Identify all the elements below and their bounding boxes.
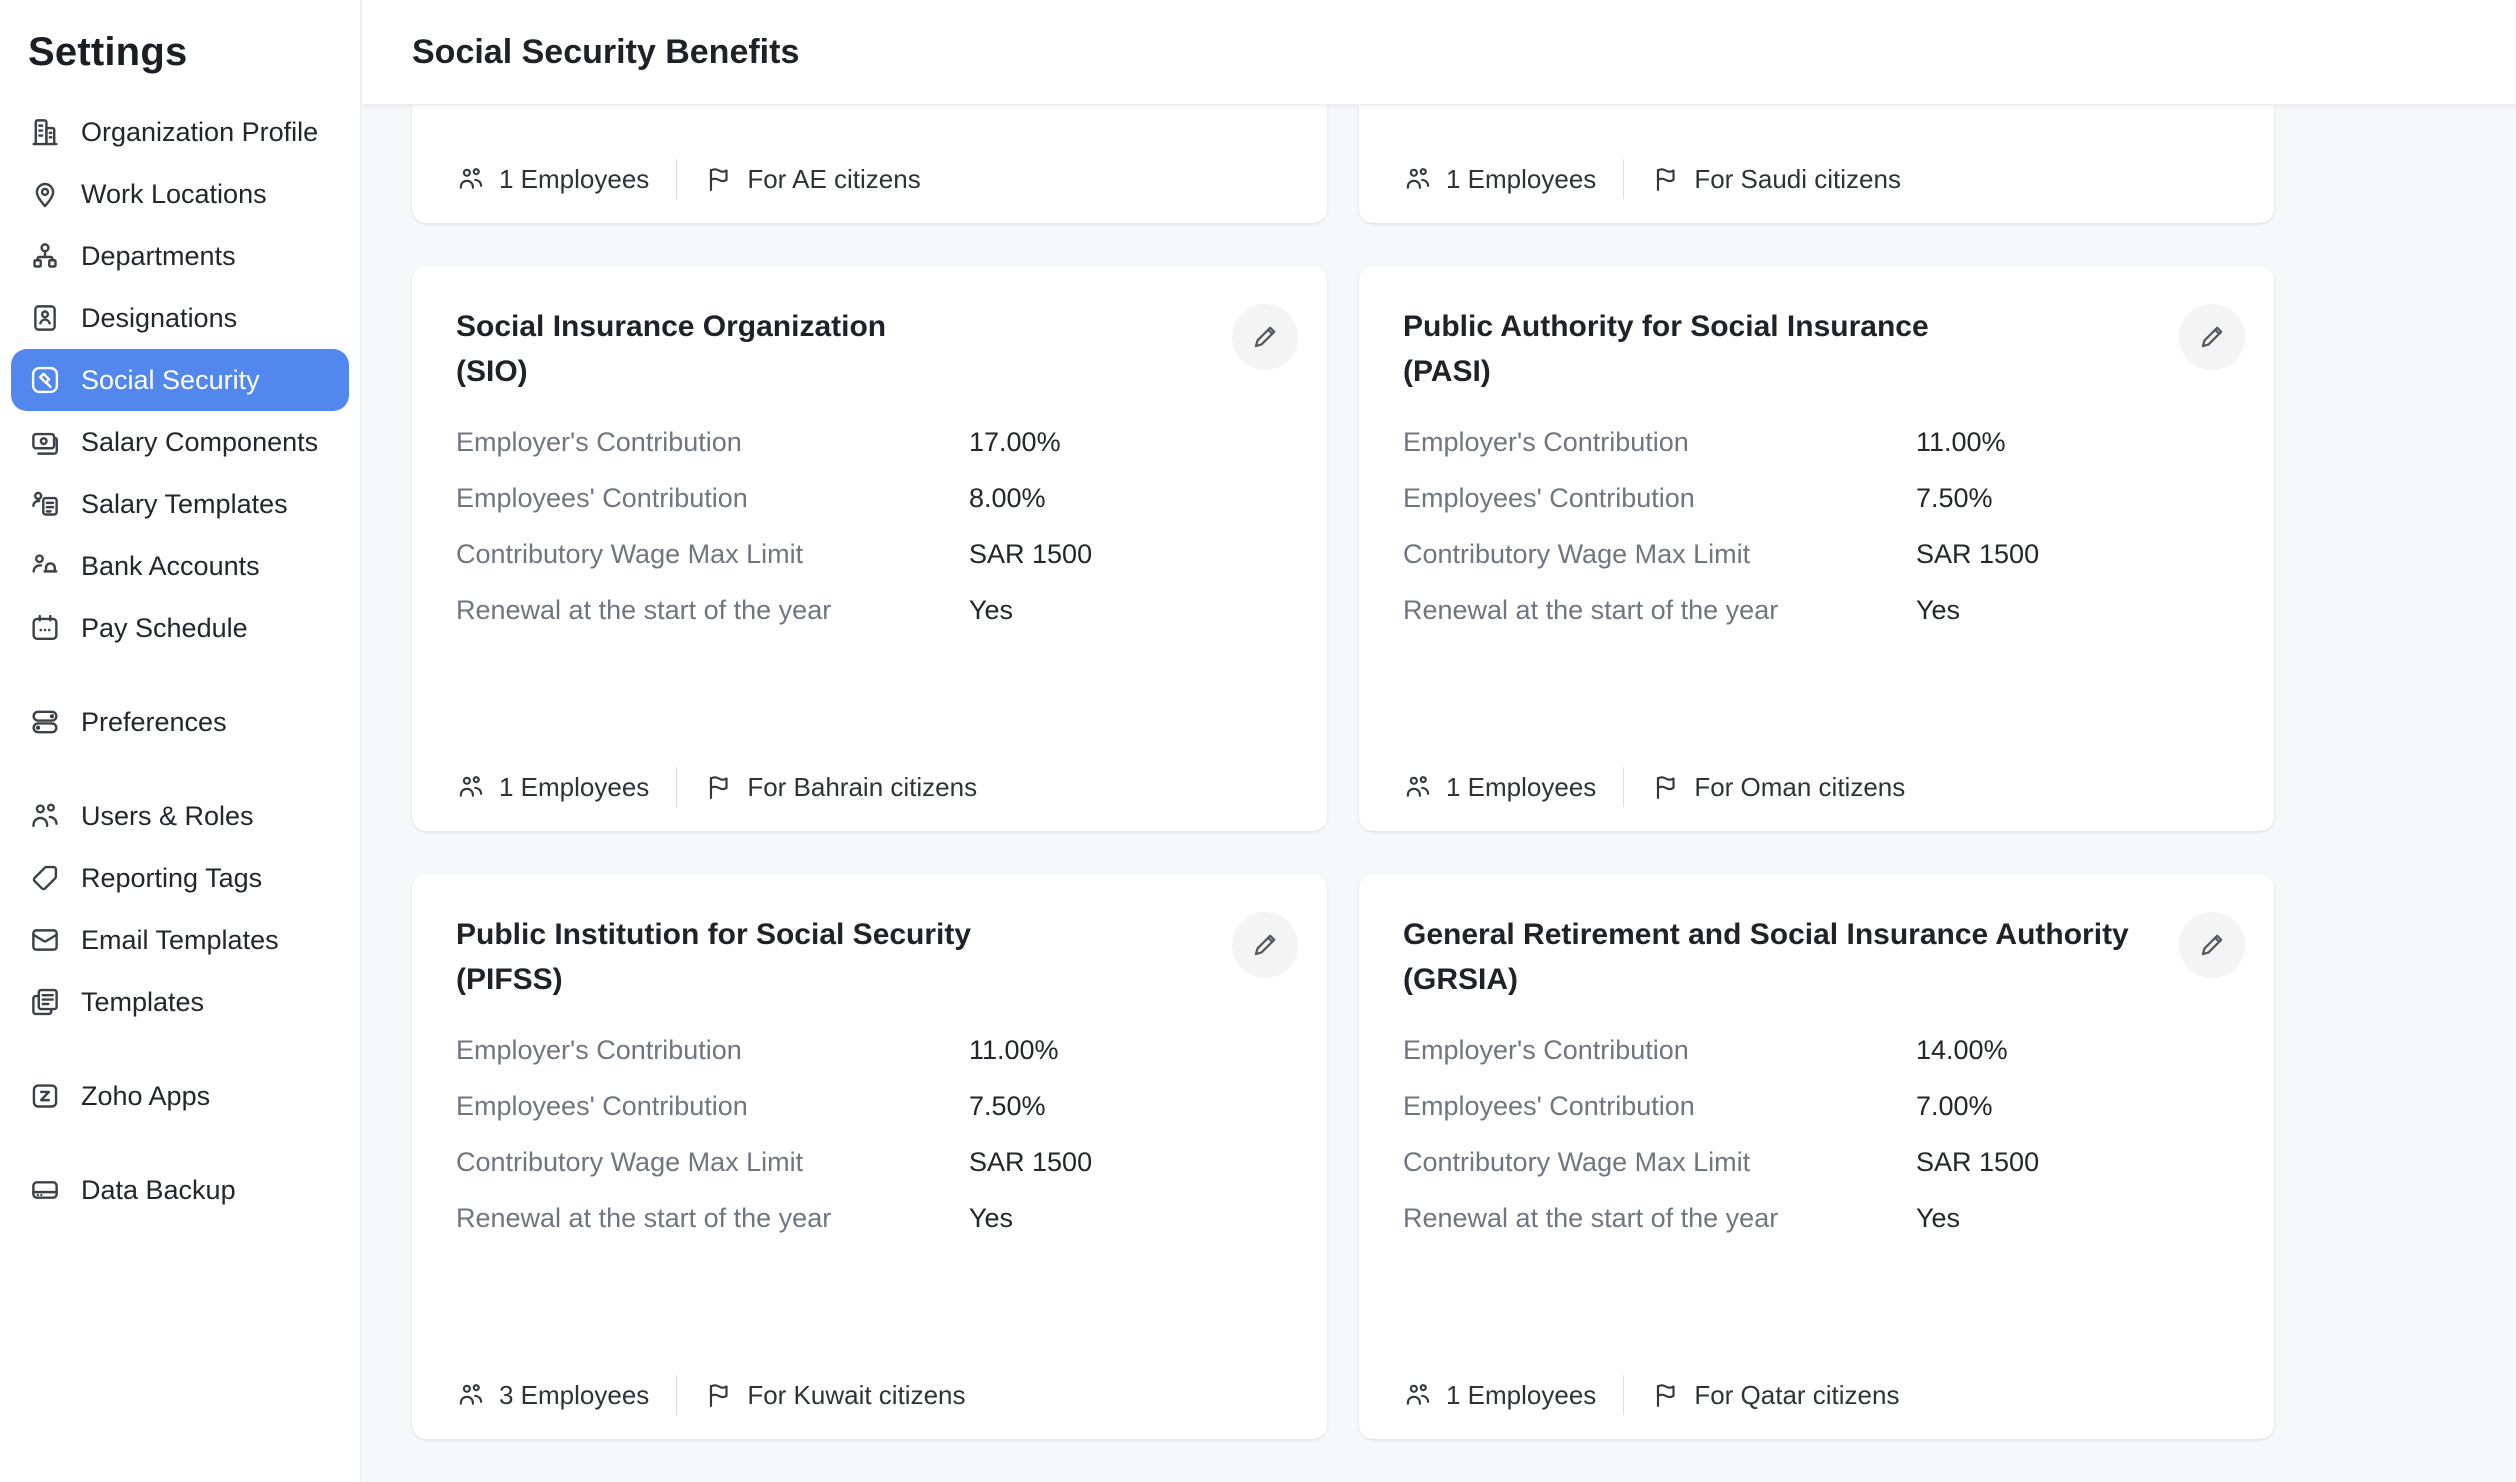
field-row: Contributory Wage Max Limit SAR 1500: [1403, 1147, 2040, 1177]
salary-components-icon: [28, 425, 62, 459]
footer-divider: [676, 767, 677, 807]
main-area: [362, 0, 2516, 1482]
templates-icon: [28, 985, 62, 1019]
citizens-label: For Saudi citizens: [1694, 163, 1901, 194]
employees-icon: [1403, 164, 1433, 194]
sidebar-item-label: Departments: [81, 240, 236, 271]
card-fields: [456, 1022, 1283, 1246]
field-row: Renewal at the start of the year Yes: [1403, 1203, 1961, 1233]
sidebar-title: Settings: [28, 30, 188, 74]
benefits-card-grid: [412, 105, 2516, 1439]
footer-divider: [676, 1375, 677, 1415]
sidebar-item-label: Salary Components: [81, 426, 319, 457]
card-footer: [456, 159, 1283, 199]
sidebar-item-organization-profile[interactable]: [11, 101, 349, 163]
employees-icon: [1403, 772, 1433, 802]
edit-pifss-button[interactable]: [1232, 912, 1298, 978]
flag-icon: [1651, 1380, 1681, 1410]
sidebar-item-label: Organization Profile: [81, 116, 319, 147]
users-roles-icon: [28, 799, 62, 833]
sidebar-item-label: Work Locations: [81, 178, 267, 209]
work-locations-icon: [28, 177, 62, 211]
departments-icon: [28, 239, 62, 273]
field-row: Renewal at the start of the year Yes: [456, 595, 1014, 625]
page-title: Social Security Benefits: [412, 32, 800, 71]
page-header: [362, 0, 2516, 105]
email-templates-icon: [28, 923, 62, 957]
citizens-label: For Kuwait citizens: [747, 1379, 966, 1410]
card-fields: [1403, 414, 2230, 638]
card-title: Public Authority for Social Insurance (PASI): [1403, 310, 1929, 388]
sidebar-item-label: Bank Accounts: [81, 550, 260, 581]
flag-icon: [704, 772, 734, 802]
card-fields: [456, 414, 1283, 638]
employees-count: 1 Employees: [499, 771, 650, 802]
organization-profile-icon: [28, 115, 62, 149]
flag-icon: [1651, 164, 1681, 194]
bank-accounts-icon: [28, 549, 62, 583]
card-footer: [1403, 767, 2230, 807]
footer-divider: [1623, 1375, 1624, 1415]
edit-sio-button[interactable]: [1232, 304, 1298, 370]
sidebar-item-designations[interactable]: [11, 287, 349, 349]
sidebar-item-label: Zoho Apps: [81, 1080, 211, 1111]
flag-icon: [704, 164, 734, 194]
sidebar-item-label: Social Security: [81, 364, 260, 395]
salary-templates-icon: [28, 487, 62, 521]
flag-icon: [1651, 772, 1681, 802]
sidebar-item-label: Pay Schedule: [81, 612, 248, 643]
sidebar-item-reporting-tags[interactable]: [11, 847, 349, 909]
pencil-icon: [2196, 321, 2228, 353]
sidebar-item-label: Users & Roles: [81, 800, 254, 831]
field-row: Renewal at the start of the year Yes: [1403, 595, 1961, 625]
field-row: Employees' Contribution 7.00%: [1403, 1091, 1993, 1121]
sidebar-item-preferences[interactable]: [11, 691, 349, 753]
card-saudi-partial: [1359, 105, 2274, 223]
citizens-label: For Oman citizens: [1694, 771, 1906, 802]
field-row: Contributory Wage Max Limit SAR 1500: [456, 1147, 1093, 1177]
card-pifss: [412, 874, 1327, 1439]
field-row: Employees' Contribution 8.00%: [456, 483, 1046, 513]
field-row: Employer's Contribution 11.00%: [456, 1035, 1059, 1065]
preferences-icon: [28, 705, 62, 739]
sidebar-item-templates[interactable]: [11, 971, 349, 1033]
card-sio: [412, 266, 1327, 831]
field-row: Renewal at the start of the year Yes: [456, 1203, 1014, 1233]
sidebar-item-label: Data Backup: [81, 1174, 236, 1205]
sidebar-item-label: Email Templates: [81, 924, 279, 955]
footer-divider: [1623, 159, 1624, 199]
pencil-icon: [1249, 929, 1281, 961]
zoho-apps-icon: [28, 1079, 62, 1113]
citizens-label: For Qatar citizens: [1694, 1379, 1900, 1410]
sidebar-item-work-locations[interactable]: [11, 163, 349, 225]
card-grsia: [1359, 874, 2274, 1439]
edit-grsia-button[interactable]: [2179, 912, 2245, 978]
card-ae-partial: [412, 105, 1327, 223]
footer-divider: [1623, 767, 1624, 807]
sidebar-item-departments[interactable]: [11, 225, 349, 287]
sidebar-item-label: Templates: [81, 986, 205, 1017]
sidebar-item-label: Reporting Tags: [81, 862, 263, 893]
edit-pasi-button[interactable]: [2179, 304, 2245, 370]
sidebar-item-label: Salary Templates: [81, 488, 288, 519]
pencil-icon: [1249, 321, 1281, 353]
field-row: Employer's Contribution 14.00%: [1403, 1035, 2008, 1065]
field-row: Contributory Wage Max Limit SAR 1500: [1403, 539, 2040, 569]
content-area: [362, 105, 2516, 1482]
employees-icon: [456, 772, 486, 802]
field-row: Employees' Contribution 7.50%: [1403, 483, 1993, 513]
card-title: General Retirement and Social Insurance Authority (GRSIA): [1403, 918, 2129, 996]
social-security-icon: [28, 363, 62, 397]
sidebar-item-data-backup[interactable]: [11, 1159, 349, 1221]
sidebar-item-bank-accounts[interactable]: [11, 535, 349, 597]
sidebar-item-pay-schedule[interactable]: [11, 597, 349, 659]
card-title: Social Insurance Organization (SIO): [456, 310, 887, 388]
card-footer: [456, 1375, 1283, 1415]
employees-count: 1 Employees: [499, 163, 650, 194]
field-row: Employer's Contribution 11.00%: [1403, 427, 2006, 457]
designations-icon: [28, 301, 62, 335]
employees-count: 1 Employees: [1446, 163, 1597, 194]
employees-count: 1 Employees: [1446, 771, 1597, 802]
employees-count: 1 Employees: [1446, 1379, 1597, 1410]
card-fields: [1403, 1022, 2230, 1246]
field-row: Employees' Contribution 7.50%: [456, 1091, 1046, 1121]
card-footer: [1403, 159, 2230, 199]
data-backup-icon: [28, 1173, 62, 1207]
sidebar-item-salary-components[interactable]: [11, 411, 349, 473]
reporting-tags-icon: [28, 861, 62, 895]
employees-count: 3 Employees: [499, 1379, 650, 1410]
pay-schedule-icon: [28, 611, 62, 645]
employees-icon: [456, 1380, 486, 1410]
footer-divider: [676, 159, 677, 199]
sidebar-item-social-security[interactable]: [11, 349, 349, 411]
sidebar-item-users-roles[interactable]: [11, 785, 349, 847]
card-footer: [456, 767, 1283, 807]
settings-sidebar: [0, 0, 361, 1482]
sidebar-item-label: Designations: [81, 302, 238, 333]
card-title: Public Institution for Social Security (PIFSS): [456, 918, 972, 996]
pencil-icon: [2196, 929, 2228, 961]
sidebar-item-email-templates[interactable]: [11, 909, 349, 971]
citizens-label: For Bahrain citizens: [747, 771, 978, 802]
field-row: Contributory Wage Max Limit SAR 1500: [456, 539, 1093, 569]
citizens-label: For AE citizens: [747, 163, 921, 194]
card-footer: [1403, 1375, 2230, 1415]
sidebar-item-zoho-apps[interactable]: [11, 1065, 349, 1127]
employees-icon: [456, 164, 486, 194]
employees-icon: [1403, 1380, 1433, 1410]
flag-icon: [704, 1380, 734, 1410]
sidebar-item-salary-templates[interactable]: [11, 473, 349, 535]
field-row: Employer's Contribution 17.00%: [456, 427, 1061, 457]
card-pasi: [1359, 266, 2274, 831]
sidebar-item-label: Preferences: [81, 706, 227, 737]
